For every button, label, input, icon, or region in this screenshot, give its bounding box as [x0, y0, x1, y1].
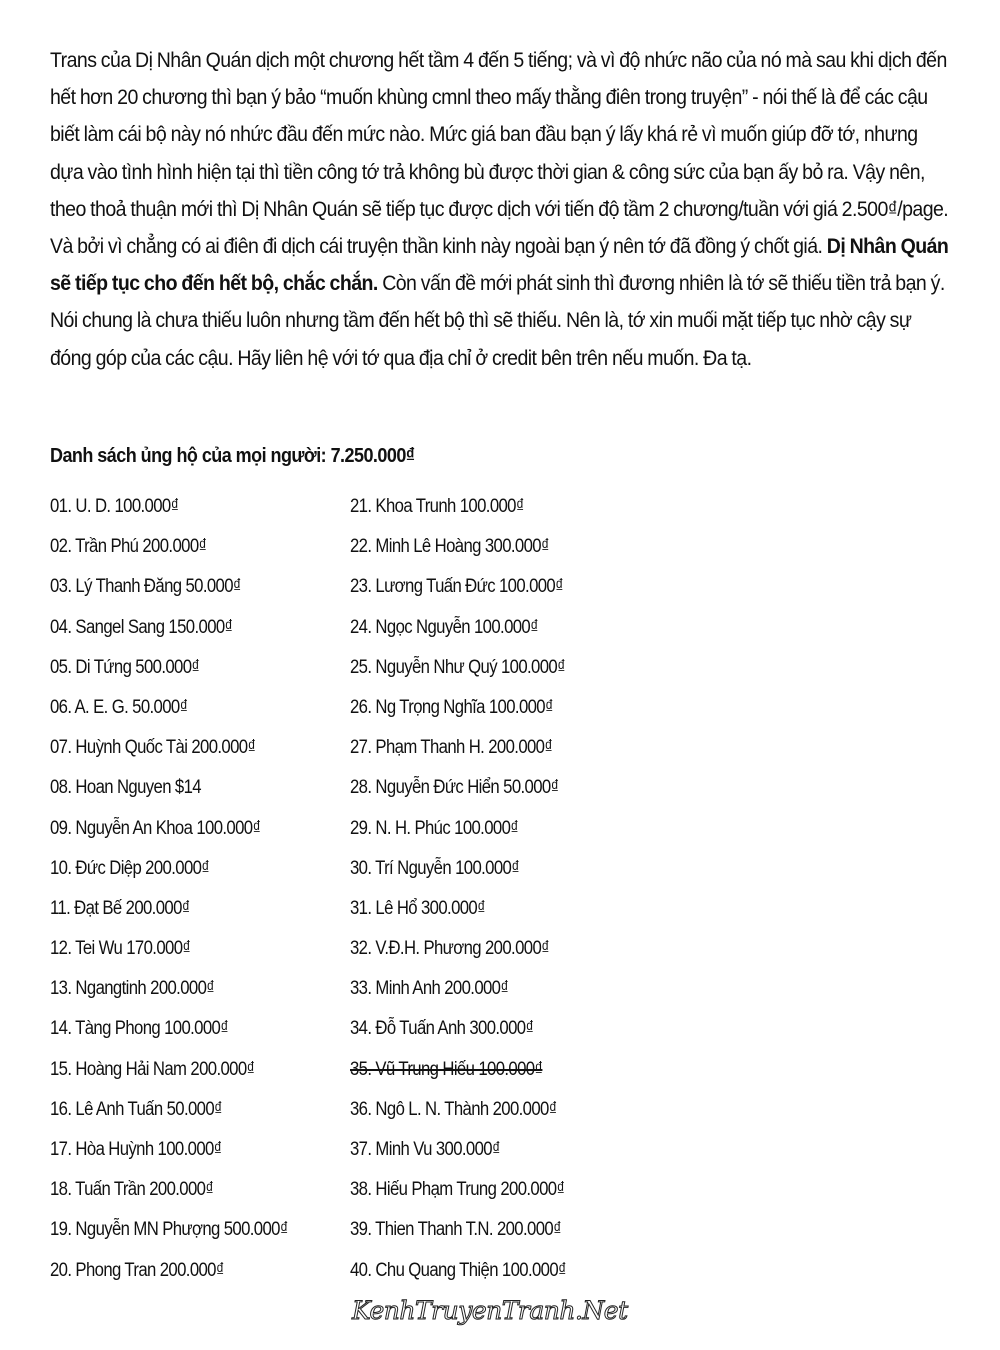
donor-entry	[50, 814, 288, 854]
intro-bold-statement: Dị Nhân Quán sẽ tiếp tục cho đến hết bộ, chắc chắn.	[50, 235, 949, 296]
donor-entry-text: 18. Tuấn Trần 200.000₫	[50, 1179, 214, 1201]
donor-entry	[50, 572, 288, 612]
donor-entry	[50, 1055, 288, 1095]
donor-entry-text: 22. Minh Lê Hoàng 300.000₫	[350, 536, 549, 558]
donor-entry-text: 02. Trần Phú 200.000₫	[50, 536, 207, 558]
donor-entry-text: 28. Nguyễn Đức Hiển 50.000₫	[350, 777, 559, 799]
donor-entry-text: 21. Khoa Trunh 100.000₫	[350, 496, 524, 517]
donor-entry-text: 32. V.Đ.H. Phương 200.000₫	[350, 938, 550, 960]
intro-paragraph	[50, 42, 955, 377]
donor-entry-text: 27. Phạm Thanh H. 200.000₫	[350, 737, 553, 759]
donor-entry-text: 30. Trí Nguyễn 100.000₫	[350, 857, 520, 879]
donor-entry	[50, 1175, 288, 1215]
donor-entry	[350, 1135, 566, 1175]
intro-text-after-bold: Còn vấn đề mới phát sinh thì đương nhiên là tớ sẽ thiếu tiền trả bạn ý. Nói chung là chưa thiếu luôn nhưng tầm đến hết bộ thì sẽ thiếu. Nên là, tớ xin muối mặt tiếp tục nhờ cậy sự đóng góp của các cậu. Hãy liên hệ với tớ qua địa chỉ ở credit bên trên nếu muốn. Đa tạ.	[50, 272, 945, 370]
donor-entry	[350, 733, 566, 773]
donor-entry	[350, 934, 566, 974]
donor-entry-text: 03. Lý Thanh Đăng 50.000₫	[50, 576, 241, 598]
donor-entry	[50, 653, 288, 693]
donor-entry	[50, 1014, 288, 1054]
donor-entry-text: 34. Đỗ Tuấn Anh 300.000₫	[350, 1018, 534, 1040]
donor-entry-text: 37. Minh Vu 300.000₫	[350, 1139, 500, 1160]
donor-entry	[50, 613, 288, 653]
donor-entry	[50, 1095, 288, 1135]
donor-entry-text: 20. Phong Tran 200.000₫	[50, 1259, 224, 1281]
donor-entry	[350, 854, 566, 894]
donor-entry-text: 17. Hòa Huỳnh 100.000₫	[50, 1139, 222, 1160]
donor-entry-text: 23. Lương Tuấn Đức 100.000₫	[350, 576, 564, 598]
donor-entry-text: 33. Minh Anh 200.000₫	[350, 978, 509, 1000]
donor-entry	[50, 894, 288, 934]
donor-entry-text: 13. Ngangtinh 200.000₫	[50, 978, 215, 1000]
donor-entry	[50, 974, 288, 1014]
donor-entry	[350, 653, 566, 693]
donor-list-right	[350, 492, 595, 1296]
donor-entry-text: 19. Nguyễn MN Phượng 500.000₫	[50, 1219, 288, 1241]
donor-entry-text: 35. Vũ Trung Hiếu 100.000₫	[350, 1058, 543, 1080]
donor-entry	[350, 492, 566, 532]
donor-entry-text: 12. Tei Wu 170.000₫	[50, 938, 191, 960]
donor-entry-text: 25. Nguyễn Như Quý 100.000₫	[350, 656, 566, 678]
donor-entry	[350, 814, 566, 854]
donation-list-heading	[50, 445, 415, 468]
donor-entry-text: 11. Đạt Bế 200.000₫	[50, 897, 190, 919]
donor-entry-text: 31. Lê Hổ 300.000₫	[350, 897, 486, 919]
donor-entry-text: 16. Lê Anh Tuấn 50.000₫	[50, 1098, 222, 1120]
donor-entry-text: 38. Hiếu Phạm Trung 200.000₫	[350, 1179, 565, 1201]
donor-entry-text: 01. U. D. 100.000₫	[50, 496, 179, 517]
intro-text-before-bold: Trans của Dị Nhân Quán dịch một chương hết tầm 4 đến 5 tiếng; và vì độ nhức não của nó mà sau khi dịch đến hết hơn 20 chương thì bạn ý bảo “muốn khùng cmnl theo mấy thằng điên trong truyện” - nói thế là để các cậu biết làm cái bộ này nó nhức đầu đến mức nào. Mức giá ban đầu bạn ý lấy khá rẻ vì muốn giúp đỡ tớ, nhưng dựa vào tình hình hiện tại thì tiền công tớ trả không bù được thời gian & công sức của bạn ấy bỏ ra. Vậy nên, theo thoả thuận mới thì Dị Nhân Quán sẽ tiếp tục được dịch với tiến độ tầm 2 chương/tuần với giá 2.500₫/page. Và bởi vì chẳng có ai điên đi dịch cái truyện thần kinh này ngoài bạn ý nên tớ đã đồng ý chốt giá.	[50, 49, 949, 259]
donor-entry	[350, 974, 566, 1014]
donor-entry-text: 05. Di Tứng 500.000₫	[50, 656, 200, 678]
site-watermark: KenhTruyenTranh.Net	[352, 1296, 628, 1325]
donor-entry	[50, 854, 288, 894]
donor-entry-text: 24. Ngọc Nguyễn 100.000₫	[350, 616, 539, 638]
donor-entry-text: 14. Tàng Phong 100.000₫	[50, 1018, 229, 1040]
donor-entry	[50, 934, 288, 974]
donor-entry-text: 40. Chu Quang Thiện 100.000₫	[350, 1259, 566, 1281]
donor-entry	[50, 1135, 288, 1175]
donor-entry-text: 39. Thien Thanh T.N. 200.000₫	[350, 1219, 562, 1241]
donor-entry-text: 07. Huỳnh Quốc Tài 200.000₫	[50, 737, 256, 759]
donor-entry-text: 06. A. E. G. 50.000₫	[50, 696, 188, 718]
donor-entry	[350, 613, 566, 653]
donor-entry	[50, 532, 288, 572]
donor-entry	[50, 1215, 288, 1255]
donor-entry	[50, 773, 288, 813]
donor-entry-text: 36. Ngô L. N. Thành 200.000₫	[350, 1098, 557, 1120]
donor-entry-text: 29. N. H. Phúc 100.000₫	[350, 817, 519, 839]
donor-entry	[350, 1014, 566, 1054]
donor-entry	[350, 1175, 566, 1215]
donor-entry	[350, 1055, 566, 1095]
donor-entry	[50, 1256, 288, 1296]
donor-entry	[350, 1215, 566, 1255]
donation-heading-label: Danh sách ủng hộ của mọi người:	[50, 445, 327, 467]
donor-entry-text: 10. Đức Diệp 200.000₫	[50, 857, 210, 879]
donor-entry-text: 26. Ng Trọng Nghĩa 100.000₫	[350, 696, 553, 718]
donor-entry	[350, 773, 566, 813]
donor-entry-text: 04. Sangel Sang 150.000₫	[50, 616, 233, 638]
donor-list-left	[50, 492, 320, 1296]
donor-entry-text: 08. Hoan Nguyen $14	[50, 777, 201, 799]
donor-entry	[350, 1095, 566, 1135]
donor-entry	[50, 733, 288, 773]
donation-total: 7.250.000₫	[330, 445, 415, 467]
donor-entry	[50, 492, 288, 532]
donor-entry	[50, 693, 288, 733]
donor-entry	[350, 572, 566, 612]
donor-entry-text: 15. Hoàng Hải Nam 200.000₫	[50, 1058, 255, 1080]
donor-entry	[350, 532, 566, 572]
donor-entry	[350, 1256, 566, 1296]
donor-entry	[350, 693, 566, 733]
donor-entry-text: 09. Nguyễn An Khoa 100.000₫	[50, 817, 261, 839]
donor-entry	[350, 894, 566, 934]
